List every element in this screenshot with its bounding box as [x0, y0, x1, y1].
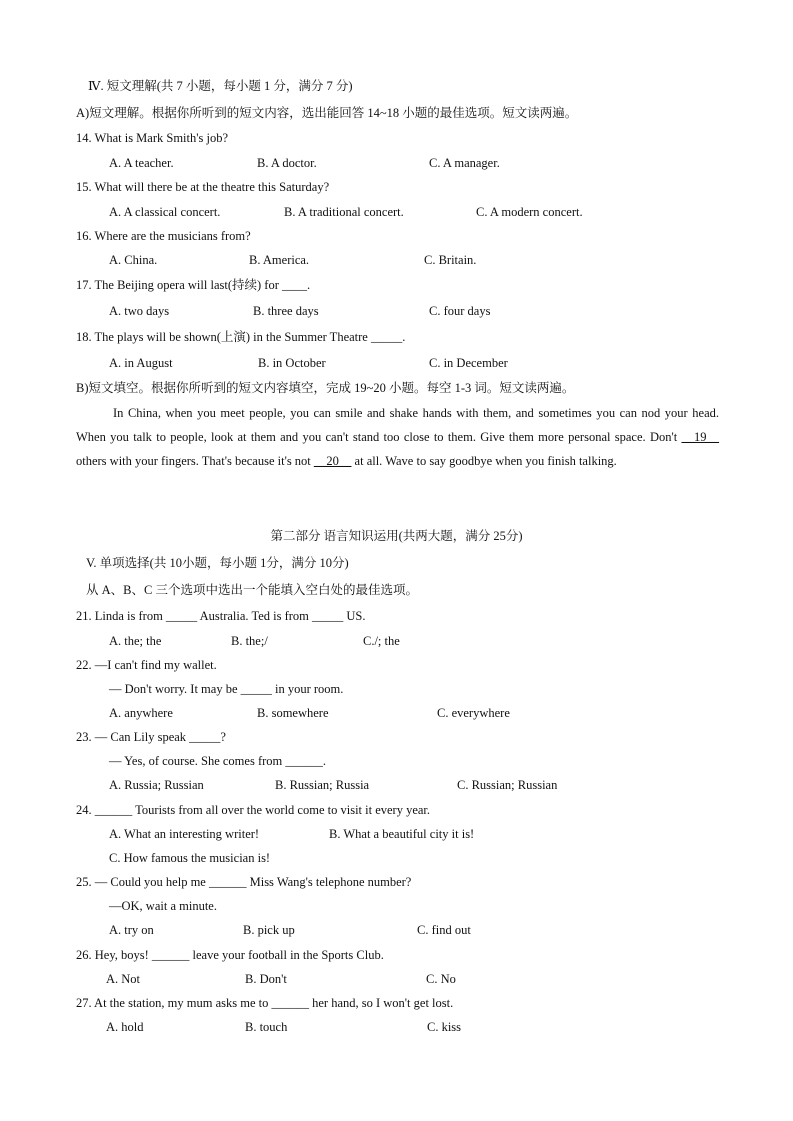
q21-option-c: C./; the — [363, 634, 400, 648]
q22-option-a: A. anywhere — [109, 706, 173, 720]
question-25-reply: —OK, wait a minute. — [109, 899, 217, 913]
q27-option-c: C. kiss — [427, 1020, 462, 1034]
q26-option-b: B. Don't — [245, 972, 287, 986]
passage-text-3: at all. Wave to say goodbye when you finish talking. — [351, 454, 617, 468]
question-24: 24. ______ Tourists from all over the world come to visit it every year. — [76, 803, 431, 817]
blank-19: __19__ — [681, 430, 719, 444]
question-26: 26. Hey, boys! ______ leave your football in the Sports Club. — [76, 948, 384, 962]
q14-option-b: B. A doctor. — [257, 156, 317, 170]
question-14: 14. What is Mark Smith's job? — [76, 131, 229, 145]
q18-option-b: B. in October — [258, 356, 326, 370]
q25-option-a: A. try on — [109, 923, 154, 937]
section-5-instructions: 从 A、B、C 三个选项中选出一个能填入空白处的最佳选项。 — [86, 583, 418, 597]
question-25: 25. — Could you help me ______ Miss Wang's telephone number? — [76, 875, 412, 889]
q18-option-c: C. in December — [429, 356, 508, 370]
question-23: 23. — Can Lily speak _____? — [76, 730, 226, 744]
part-b-instructions: B)短文填空。根据你所听到的短文内容填空，完成 19~20 小题。每空 1-3 词。短文读两遍。 — [76, 381, 575, 395]
q18-option-a: A. in August — [109, 356, 173, 370]
q15-option-b: B. A traditional concert. — [284, 205, 404, 219]
question-16: 16. Where are the musicians from? — [76, 229, 251, 243]
question-23-reply: — Yes, of course. She comes from ______. — [109, 754, 326, 768]
q16-option-b: B. America. — [249, 253, 310, 267]
q24-option-c: C. How famous the musician is! — [109, 851, 271, 865]
question-18: 18. The plays will be shown(上演) in the Summer Theatre _____. — [76, 330, 406, 344]
listening-passage — [76, 401, 719, 473]
question-21: 21. Linda is from _____ Australia. Ted is from _____ US. — [76, 609, 366, 623]
q17-option-a: A. two days — [109, 304, 170, 318]
q15-option-a: A. A classical concert. — [109, 205, 221, 219]
q24-option-a: A. What an interesting writer! — [109, 827, 260, 841]
q17-option-c: C. four days — [429, 304, 491, 318]
q23-option-b: B. Russian; Russia — [275, 778, 370, 792]
q23-option-a: A. Russia; Russian — [109, 778, 204, 792]
q23-option-c: C. Russian; Russian — [457, 778, 558, 792]
q24-option-b: B. What a beautiful city it is! — [329, 827, 475, 841]
q27-option-b: B. touch — [245, 1020, 288, 1034]
q15-option-c: C. A modern concert. — [476, 205, 583, 219]
question-22: 22. —I can't find my wallet. — [76, 658, 217, 672]
q16-option-c: C. Britain. — [424, 253, 477, 267]
passage-text-2: others with your fingers. That's because it's not — [76, 454, 314, 468]
passage-text-1: In China, when you meet people, you can smile and shake hands with them, and sometimes you can nod your head. When you talk to people, look at them and you can't stand too close to them. Give them more personal space. Don't — [76, 406, 719, 444]
section-5-title: V. 单项选择(共 10小题，每小题 1分，满分 10分) — [86, 556, 349, 570]
q25-option-b: B. pick up — [243, 923, 295, 937]
q21-option-a: A. the; the — [109, 634, 162, 648]
q27-option-a: A. hold — [106, 1020, 144, 1034]
q14-option-a: A. A teacher. — [109, 156, 174, 170]
q26-option-c: C. No — [426, 972, 456, 986]
q22-option-b: B. somewhere — [257, 706, 329, 720]
q17-option-b: B. three days — [253, 304, 319, 318]
blank-20: __20__ — [313, 454, 352, 468]
question-27: 27. At the station, my mum asks me to ______ her hand, so I won't get lost. — [76, 996, 454, 1010]
question-17: 17. The Beijing opera will last(持续) for ____. — [76, 278, 311, 292]
q22-option-c: C. everywhere — [437, 706, 510, 720]
part-a-instructions: A)短文理解。根据你所听到的短文内容，选出能回答 14~18 小题的最佳选项。短文读两遍。 — [76, 106, 578, 120]
q16-option-a: A. China. — [109, 253, 158, 267]
part-2-title: 第二部分 语言知识运用(共两大题，满分 25分) — [270, 529, 523, 543]
q14-option-c: C. A manager. — [429, 156, 500, 170]
q25-option-c: C. find out — [417, 923, 471, 937]
question-15: 15. What will there be at the theatre this Saturday? — [76, 180, 330, 194]
section-4-title: Ⅳ. 短文理解(共 7 小题，每小题 1 分，满分 7 分) — [88, 79, 353, 93]
question-22-reply: — Don't worry. It may be _____ in your room. — [109, 682, 344, 696]
q21-option-b: B. the;/ — [231, 634, 268, 648]
q26-option-a: A. Not — [106, 972, 141, 986]
